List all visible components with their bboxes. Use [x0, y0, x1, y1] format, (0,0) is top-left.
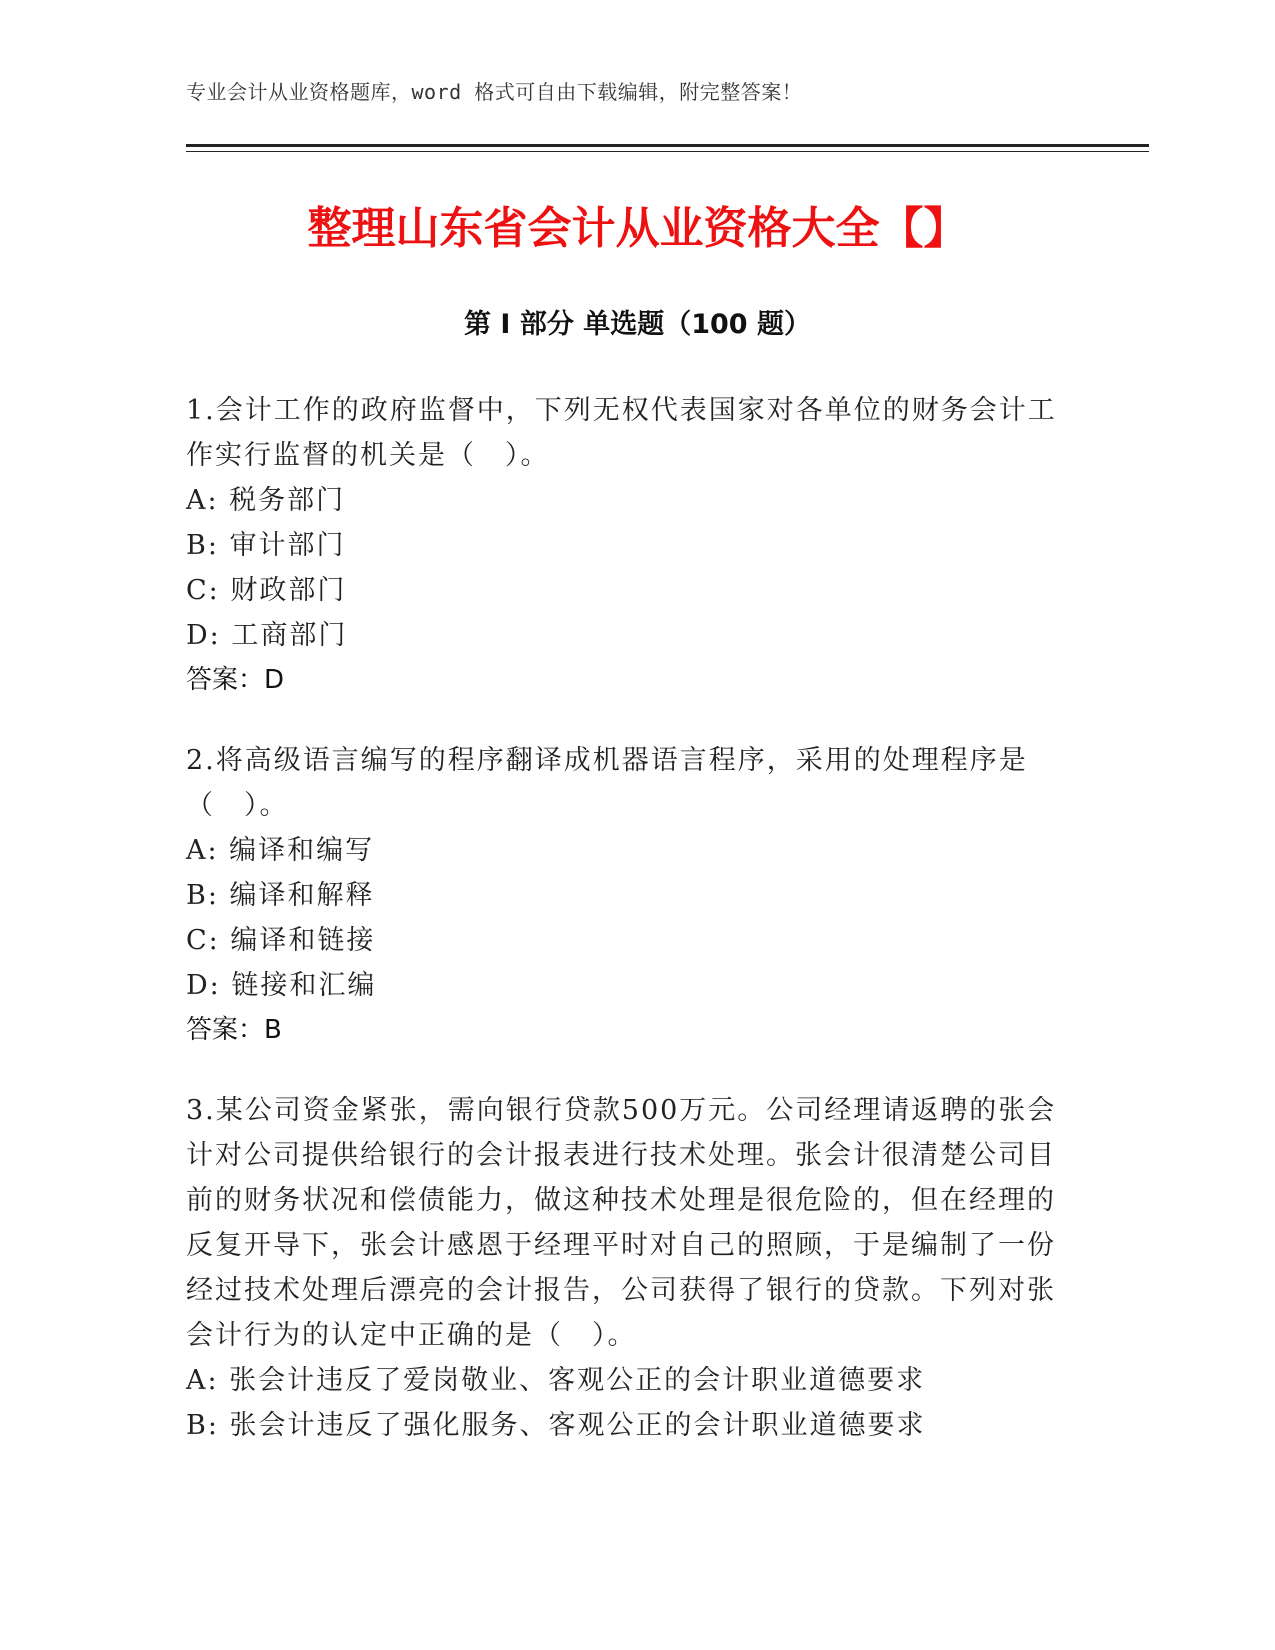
question-1	[186, 388, 1066, 703]
option-a: A: 税务部门	[186, 485, 346, 516]
option-d: D: 链接和汇编	[186, 970, 377, 1001]
answer-line: 答案：B	[186, 1015, 282, 1045]
option-a: A: 编译和编写	[186, 835, 375, 866]
question-stem: 1.会计工作的政府监督中，下列无权代表国家对各单位的财务会计工作实行监督的机关是（ ）。	[186, 395, 1057, 471]
question-2	[186, 738, 1066, 1053]
option-c: C: 财政部门	[186, 575, 347, 606]
answer-line: 答案：D	[186, 665, 285, 695]
option-a: A: 张会计违反了爱岗敬业、客观公正的会计职业道德要求	[186, 1365, 926, 1396]
option-b: B: 审计部门	[186, 530, 346, 561]
option-d: D: 工商部门	[186, 620, 348, 651]
option-b: B: 编译和解释	[186, 880, 375, 911]
header-divider-thick	[186, 144, 1149, 147]
question-list	[186, 388, 1066, 1483]
option-c: C: 编译和链接	[186, 925, 376, 956]
question-stem: 2.将高级语言编写的程序翻译成机器语言程序，采用的处理程序是（ ）。	[186, 745, 1028, 821]
header-note: 专业会计从业资格题库，word 格式可自由下载编辑，附完整答案！	[186, 80, 803, 104]
header-divider-thin	[186, 151, 1149, 152]
document-title: 整理山东省会计从业资格大全【】	[307, 203, 968, 254]
question-3	[186, 1088, 1066, 1448]
section-title: 第 I 部分 单选题（100 题）	[463, 309, 811, 340]
option-b: B: 张会计违反了强化服务、客观公正的会计职业道德要求	[186, 1410, 926, 1441]
question-stem: 3.某公司资金紧张，需向银行贷款500万元。公司经理请返聘的张会计对公司提供给银行的会计报表进行技术处理。张会计很清楚公司目前的财务状况和偿债能力，做这种技术处理是很危险的，但在经理的反复开导下，张会计感恩于经理平时对自己的照顾，于是编制了一份经过技术处理后漂亮的会计报告，公司获得了银行的贷款。下列对张会计行为的认定中正确的是（ ）。	[186, 1095, 1057, 1351]
